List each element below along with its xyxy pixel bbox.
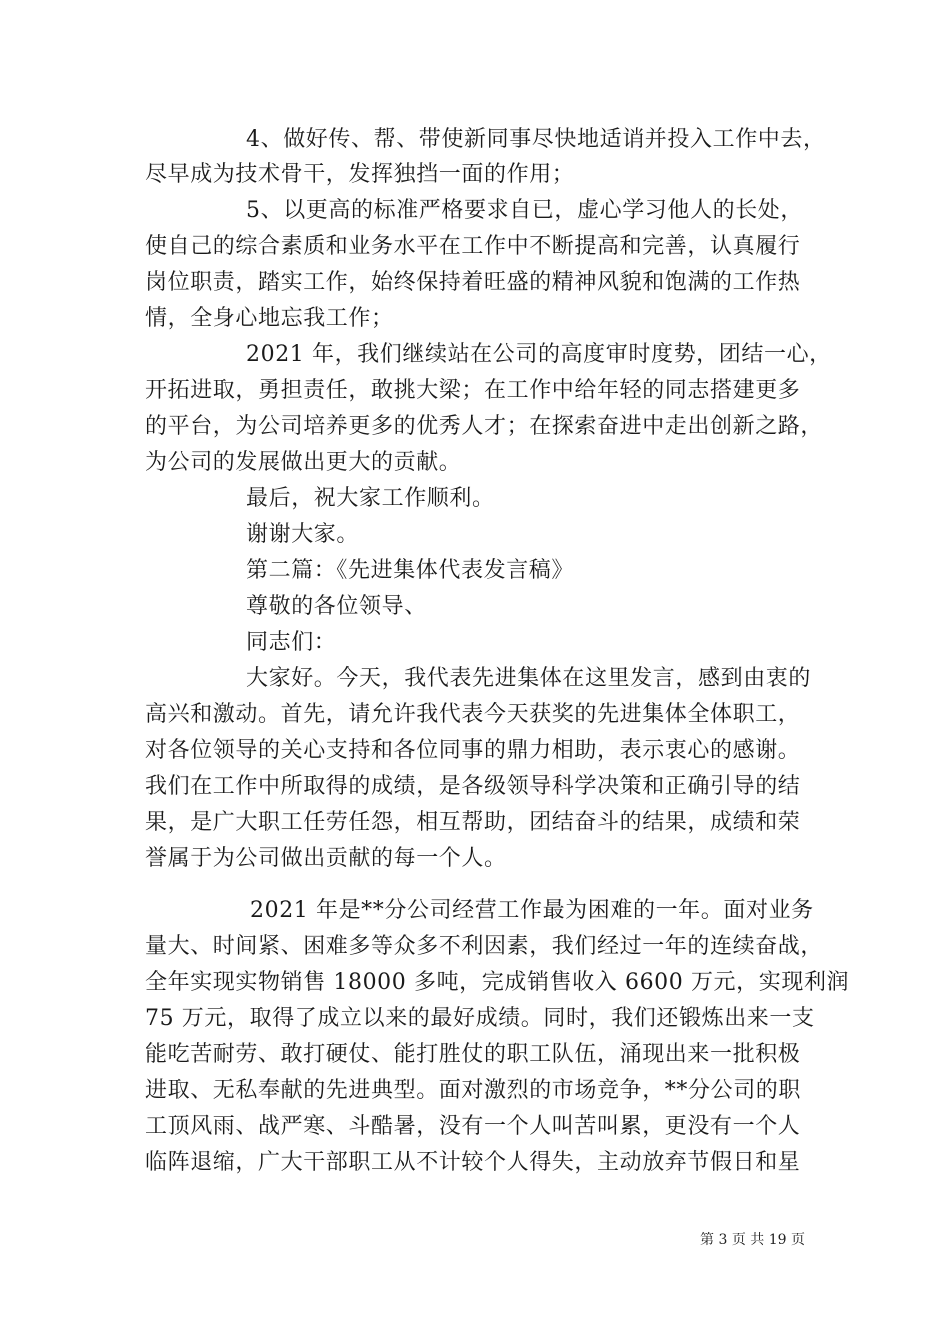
section-heading: 第二篇：《先进集体代表发言稿》 xyxy=(246,558,575,583)
text-line: 最后，祝大家工作顺利。 xyxy=(246,486,495,511)
text-line: 高兴和激动。首先，请允许我代表今天获奖的先进集体全体职工， xyxy=(145,702,801,727)
text-line: 2021 年，我们继续站在公司的高度审时度势，团结一心， xyxy=(246,342,832,367)
text-line: 5、以更高的标准严格要求自已，虚心学习他人的长处， xyxy=(246,198,803,223)
text-line: 的平台，为公司培养更多的优秀人才；在探索奋进中走出创新之路， xyxy=(145,414,824,439)
text-line: 对各位领导的关心支持和各位同事的鼎力相助，表示衷心的感谢。 xyxy=(145,738,801,763)
text-line: 尊敬的各位领导、 xyxy=(246,594,427,619)
text-line: 临阵退缩，广大干部职工从不计较个人得失，主动放弃节假日和星 xyxy=(145,1150,801,1175)
text-line: 量大、时间紧、困难多等众多不利因素，我们经过一年的连续奋战， xyxy=(145,934,824,959)
text-line: 全年实现实物销售 18000 多吨，完成销售收入 6600 万元，实现利润 xyxy=(145,970,850,995)
text-line: 大家好。今天，我代表先进集体在这里发言，感到由衷的 xyxy=(246,666,812,691)
text-line: 我们在工作中所取得的成绩，是各级领导科学决策和正确引导的结 xyxy=(145,774,801,799)
text-line: 进取、无私奉献的先进典型。面对激烈的市场竞争，**分公司的职 xyxy=(145,1078,802,1103)
text-line: 誉属于为公司做出贡献的每一个人。 xyxy=(145,846,507,871)
text-line: 开拓进取，勇担责任，敢挑大梁；在工作中给年轻的同志搭建更多 xyxy=(145,378,801,403)
text-line: 岗位职责，踏实工作，始终保持着旺盛的精神风貌和饱满的工作热 xyxy=(145,270,801,295)
text-line: 果，是广大职工任劳任怨，相互帮助，团结奋斗的结果，成绩和荣 xyxy=(145,810,801,835)
text-line: 为公司的发展做出更大的贡献。 xyxy=(145,450,462,475)
page-number: 第 3 页 共 19 页 xyxy=(700,1232,805,1248)
text-line: 能吃苦耐劳、敢打硬仗、能打胜仗的职工队伍，涌现出来一批积极 xyxy=(145,1042,801,1067)
text-line: 谢谢大家。 xyxy=(246,522,360,547)
text-line: 2021 年是**分公司经营工作最为困难的一年。面对业务 xyxy=(250,898,814,923)
text-line: 工顶风雨、战严寒、斗酷暑，没有一个人叫苦叫累，更没有一个人 xyxy=(145,1114,801,1139)
text-line: 尽早成为技术骨干，发挥独挡一面的作用； xyxy=(145,162,575,187)
text-line: 75 万元，取得了成立以来的最好成绩。同时，我们还锻炼出来一支 xyxy=(145,1006,815,1031)
text-line: 4、做好传、帮、带使新同事尽快地适诮并投入工作中去， xyxy=(246,127,826,152)
text-line: 使自己的综合素质和业务水平在工作中不断提高和完善，认真履行 xyxy=(145,234,801,259)
text-line: 情，全身心地忘我工作； xyxy=(145,306,394,331)
text-line: 同志们： xyxy=(246,630,337,655)
